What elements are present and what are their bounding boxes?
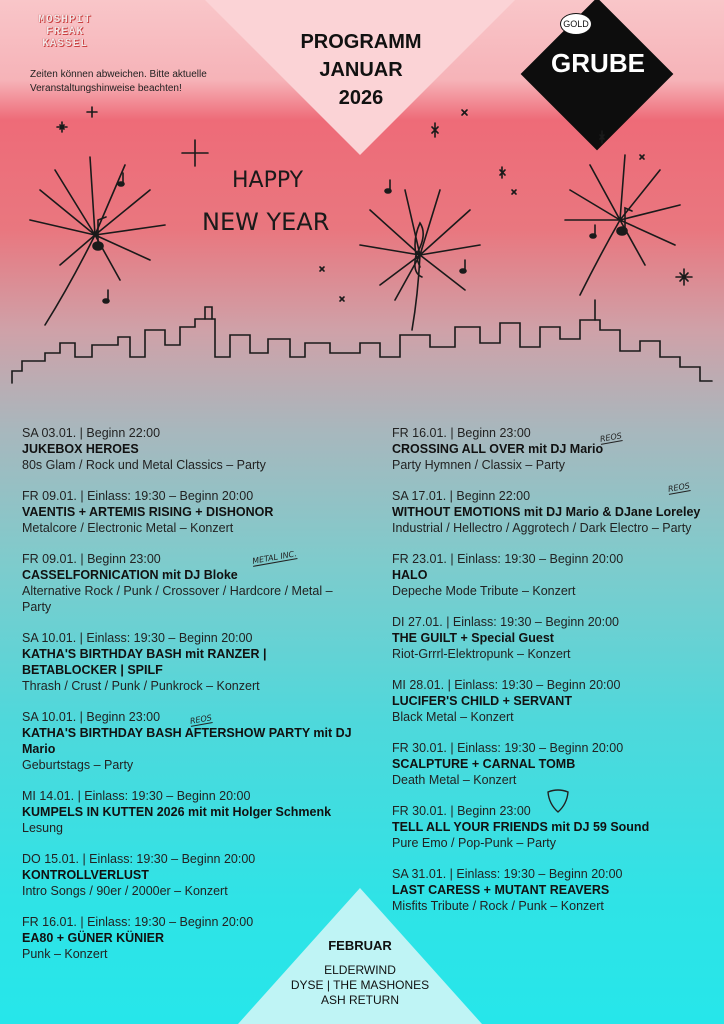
venue-logo-badge: GOLD	[560, 13, 592, 35]
event-item	[22, 488, 362, 536]
event-date: FR 23.01. | Einlass: 19:30 – Beginn 20:00	[392, 552, 624, 566]
event-title: VAENTIS + ARTEMIS RISING + DISHONOR	[22, 505, 274, 519]
event-title: CROSSING ALL OVER mit DJ Mario	[392, 442, 604, 456]
event-genre: Industrial / Hellectro / Aggrotech / Dark Electro – Party	[392, 521, 692, 535]
event-date: DI 27.01. | Einlass: 19:30 – Beginn 20:00	[392, 615, 620, 629]
reos-badge-2: REOS	[599, 431, 623, 444]
event-date: SA 10.01. | Beginn 23:00	[22, 710, 161, 724]
reos-badge-3: REOS	[667, 481, 691, 494]
event-date: FR 30.01. | Einlass: 19:30 – Beginn 20:00	[392, 741, 624, 755]
event-date: FR 30.01. | Beginn 23:00	[392, 804, 531, 818]
music-note-icons	[103, 173, 596, 303]
title-line-1: PROGRAMM	[300, 31, 422, 53]
event-date: SA 03.01. | Beginn 22:00	[22, 426, 161, 440]
event-genre: Punk – Konzert	[22, 947, 108, 961]
event-date: SA 10.01. | Einlass: 19:30 – Beginn 20:00	[22, 631, 253, 645]
sparkle-icons	[57, 107, 692, 301]
event-item	[22, 551, 362, 615]
event-genre: Lesung	[22, 821, 64, 835]
event-title: LAST CARESS + MUTANT REAVERS	[392, 883, 610, 897]
event-item	[392, 614, 722, 662]
event-genre: 80s Glam / Rock und Metal Classics – Party	[22, 458, 266, 472]
event-item	[392, 488, 722, 536]
moshpit-logo: MOSHPIT FREAK KASSEL	[38, 14, 92, 50]
event-title: JUKEBOX HEROES	[22, 442, 139, 456]
city-skyline	[12, 319, 712, 383]
event-genre: Thrash / Crust / Punk / Punkrock – Konzert	[22, 679, 260, 693]
new-year-illustration	[0, 95, 724, 395]
event-item	[22, 851, 362, 899]
event-date: FR 09.01. | Einlass: 19:30 – Beginn 20:00	[22, 489, 254, 503]
event-title: LUCIFER'S CHILD + SERVANT	[392, 694, 572, 708]
event-genre: Metalcore / Electronic Metal – Konzert	[22, 521, 234, 535]
event-item	[22, 630, 362, 694]
event-genre: Misfits Tribute / Rock / Punk – Konzert	[392, 899, 604, 913]
event-title: KATHA'S BIRTHDAY BASH AFTERSHOW PARTY mit DJ Mario	[22, 726, 352, 756]
firework-middle	[360, 190, 480, 330]
event-title: HALO	[392, 568, 428, 582]
event-item	[392, 551, 722, 599]
february-preview	[238, 938, 482, 1008]
event-date: SA 31.01. | Einlass: 19:30 – Beginn 20:00	[392, 867, 623, 881]
disclaimer-note: Zeiten können abweichen. Bitte aktuelle Veranstaltungshinweise beachten!	[30, 69, 207, 94]
event-title: KUMPELS IN KUTTEN 2026 mit mit Holger Schmenk	[22, 805, 332, 819]
reos-badge-1: REOS	[189, 713, 213, 726]
event-date: DO 15.01. | Einlass: 19:30 – Beginn 20:00	[22, 852, 256, 866]
event-genre: Intro Songs / 90er / 2000er – Konzert	[22, 884, 228, 898]
event-title: CASSELFORNICATION mit DJ Bloke	[22, 568, 238, 582]
greeting-line-1: HAPPY	[232, 168, 304, 193]
event-date: FR 16.01. | Einlass: 19:30 – Beginn 20:00	[22, 915, 254, 929]
event-genre: Geburtstags – Party	[22, 758, 134, 772]
event-date: MI 14.01. | Einlass: 19:30 – Beginn 20:00	[22, 789, 251, 803]
event-item	[392, 425, 722, 473]
event-genre: Alternative Rock / Punk / Crossover / Hardcore / Metal – Party	[22, 584, 333, 614]
title-line-2: JANUAR	[319, 59, 403, 81]
event-title: EA80 + GÜNER KÜNIER	[22, 931, 165, 945]
event-item	[22, 425, 362, 473]
venue-logo-text: GRUBE	[551, 48, 645, 78]
event-genre: Black Metal – Konzert	[392, 710, 514, 724]
event-genre: Death Metal – Konzert	[392, 773, 517, 787]
event-title: THE GUILT + Special Guest	[392, 631, 554, 645]
events-right-column	[392, 425, 722, 929]
greeting-line-2: NEW YEAR	[202, 208, 330, 236]
guitar-pick-icon	[545, 788, 571, 814]
february-line-3: ASH RETURN	[320, 993, 399, 1007]
event-item	[392, 740, 722, 788]
event-title: SCALPTURE + CARNAL TOMB	[392, 757, 576, 771]
event-genre: Pure Emo / Pop-Punk – Party	[392, 836, 556, 850]
event-genre: Party Hymnen / Classix – Party	[392, 458, 565, 472]
february-title: FEBRUAR	[328, 938, 392, 953]
event-genre: Depeche Mode Tribute – Konzert	[392, 584, 576, 598]
february-line-2: DYSE | THE MASHONES	[290, 978, 430, 992]
event-title: KONTROLLVERLUST	[22, 868, 149, 882]
event-title: WITHOUT EMOTIONS mit DJ Mario & DJane Loreley	[392, 505, 701, 519]
event-item	[392, 866, 722, 914]
events-left-column	[22, 425, 362, 977]
february-line-1: ELDERWIND	[324, 963, 396, 977]
event-title: KATHA'S BIRTHDAY BASH mit RANZER | BETABLOCKER | SPILF	[22, 647, 267, 677]
event-date: SA 17.01. | Beginn 22:00	[392, 489, 531, 503]
firework-left	[30, 157, 165, 325]
event-date: MI 28.01. | Einlass: 19:30 – Beginn 20:00	[392, 678, 621, 692]
event-genre: Riot-Grrrl-Elektropunk – Konzert	[392, 647, 571, 661]
metal-inc-badge: METAL INC.	[251, 549, 298, 566]
event-item	[392, 677, 722, 725]
event-title: TELL ALL YOUR FRIENDS mit DJ 59 Sound	[392, 820, 650, 834]
event-date: FR 09.01. | Beginn 23:00	[22, 552, 161, 566]
event-date: FR 16.01. | Beginn 23:00	[392, 426, 531, 440]
event-item	[22, 788, 362, 836]
firework-right	[565, 155, 680, 295]
title-line-3: 2026	[338, 87, 384, 109]
